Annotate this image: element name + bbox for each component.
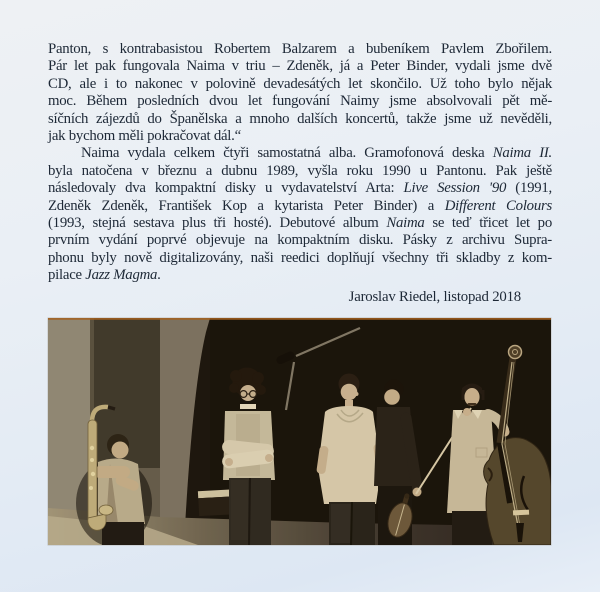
text-line: Naima vydala celkem čtyři samostatná alba. Gramofonová deska Naima II. xyxy=(81,145,553,162)
sepia-tint xyxy=(48,318,551,545)
text-line: (1993, stejná sestava plus tři hosté). Debutové album Naima se teď třicet let po xyxy=(48,215,552,232)
band-photo xyxy=(48,318,551,545)
band-photo-art xyxy=(48,318,551,545)
liner-notes xyxy=(48,41,552,306)
text-line: síčních zájezdů do Španělska a mnoho dalších koncertů, takže jsme už nevěděli, xyxy=(48,110,552,127)
text-line: moc. Během posledních dvou let fungování Naimy jsme absolvovali pět mě- xyxy=(48,93,552,110)
signature: Jaroslav Riedel, listopad 2018 xyxy=(348,288,521,305)
text-line: následovaly dva kompaktní disky u vydavatelství Arta: Live Session '90 (1991, xyxy=(48,180,552,197)
text-line: prvním vydání poprvé objevuje na kompaktním disku. Pásky z archivu Supra- xyxy=(48,232,552,249)
text-line: pilace Jazz Magma. xyxy=(48,267,161,284)
text-line: byla natočena v březnu a dubnu 1989, vyšla roku 1990 u Pantonu. Pak ještě xyxy=(48,162,552,179)
photo-top-border xyxy=(48,318,551,320)
text-line: Panton, s kontrabasistou Robertem Balzarem a bubeníkem Pavlem Zbořilem. xyxy=(48,41,552,57)
text-line: CD, ale i to nakonec v polovině devadesátých let skončilo. Už toho bylo nějak xyxy=(48,75,552,92)
text-line: phonu byly nově digitalizovány, naši reedici doplňují všechny tři skladby z kom- xyxy=(48,249,552,266)
text-line: jak bychom měli pokračovat dál.“ xyxy=(48,128,241,145)
text-line: Zdeněk Zdeněk, František Kop a kytarista Peter Binder) a Different Colours xyxy=(48,197,552,214)
text-line: Pár let pak fungovala Naima v triu – Zdeněk, já a Peter Binder, vydali jsme dvě xyxy=(48,58,552,75)
text-lines xyxy=(48,41,552,285)
